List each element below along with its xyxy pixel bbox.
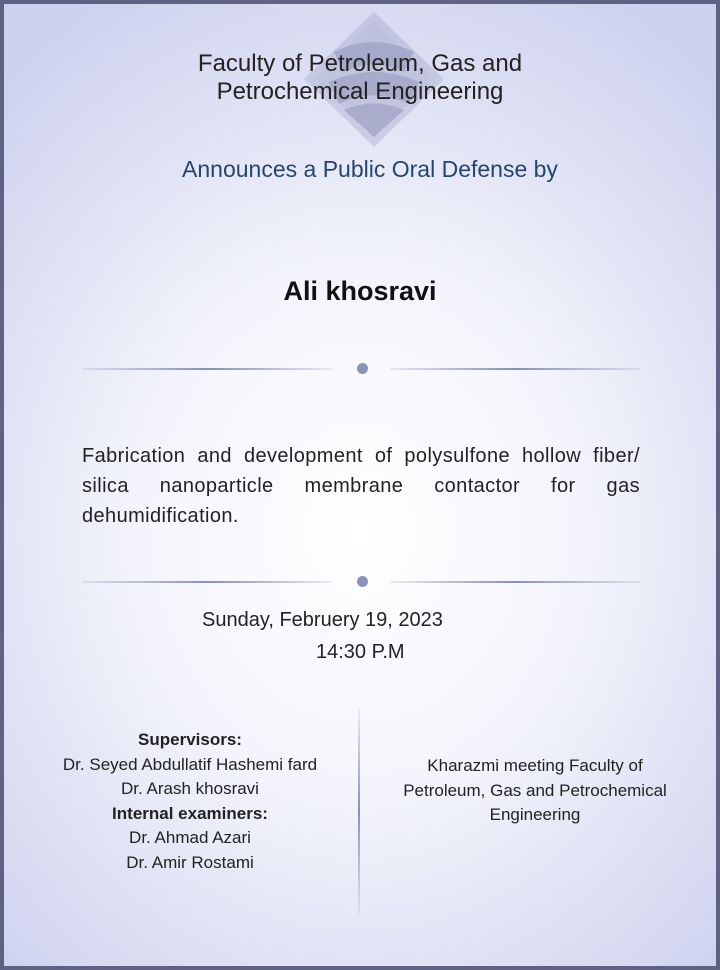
faculty-heading-line2: Petrochemical Engineering (216, 78, 504, 105)
divider-line (390, 368, 640, 370)
divider-line (390, 581, 640, 583)
faculty-heading-line1: Faculty of Petroleum, Gas and (197, 50, 523, 77)
venue-line3: Engineering (489, 805, 581, 824)
venue (376, 754, 694, 828)
supervisor-name: Dr. Seyed Abdullatif Hashemi fard (62, 754, 318, 774)
defense-time: 14:30 P.M (316, 641, 405, 663)
divider-dot (357, 576, 368, 587)
vertical-divider (358, 709, 360, 914)
examiner-name: Dr. Ahmad Azari (129, 828, 251, 847)
faculty-heading (4, 50, 716, 106)
examiners-label: Internal examiners: (112, 803, 268, 823)
venue-line1: Kharazmi meeting Faculty of (427, 756, 643, 775)
divider-line (82, 368, 332, 370)
divider-line (82, 581, 332, 583)
divider-bottom (82, 576, 638, 588)
divider-dot (357, 363, 368, 374)
committee-list (40, 728, 340, 875)
supervisor-name: Dr. Arash khosravi (121, 779, 259, 798)
thesis-title: Fabrication and development of polysulfone hollow fiber/ silica nanoparticle membrane contactor for gas dehumidification. (82, 445, 640, 527)
supervisors-label: Supervisors: (138, 730, 242, 749)
examiner-name: Dr. Amir Rostami (126, 852, 254, 872)
divider-top (82, 363, 638, 375)
announcement: Announces a Public Oral Defense by (182, 156, 558, 182)
defense-date: Sunday, Februery 19, 2023 (202, 609, 443, 631)
venue-line2: Petroleum, Gas and Petrochemical (403, 780, 667, 800)
candidate-name: Ali khosravi (283, 276, 437, 306)
